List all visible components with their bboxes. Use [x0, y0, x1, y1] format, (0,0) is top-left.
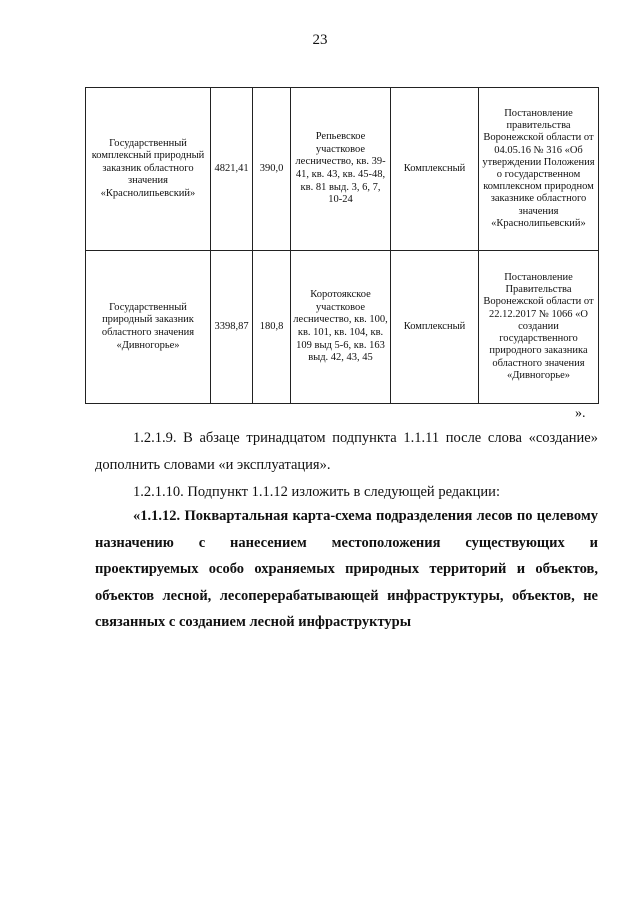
- decision-cell: Постановление Правительства Воронежской области от 22.12.2017 № 1066 «О создании государственного природного заказника областного значения «Дивногорье»: [479, 251, 599, 404]
- total-area-cell: 3398,87: [211, 251, 253, 404]
- paragraph-text: 1.2.1.10. Подпункт 1.1.12 изложить в следующей редакции:: [133, 484, 500, 500]
- table-row: [86, 251, 599, 404]
- paragraph-text: 1.2.1.9. В абзаце тринадцатом подпункта 1.1.11 после слова «создание» дополнить словами «и эксплуатация».: [95, 430, 598, 473]
- location-cell: Репьевское участковое лесничество, кв. 39-41, кв. 43, кв. 45-48, кв. 81 выд. 3, 6, 7, 10-24: [291, 88, 391, 251]
- forest-area-cell: 390,0: [253, 88, 291, 251]
- forest-area-cell: 180,8: [253, 251, 291, 404]
- table-row: [86, 88, 599, 251]
- table-closing-quote: ».: [575, 406, 586, 421]
- area-name-cell: Государственный природный заказник областного значения «Дивногорье»: [86, 251, 211, 404]
- profile-cell: Комплексный: [391, 251, 479, 404]
- paragraph-text: «1.1.12. Поквартальная карта-схема подразделения лесов по целевому назначению с нанесением местоположения существующих и проектируемых особо охраняемых природных территорий и объектов, объектов лесной, лесоперерабатывающей инфраструктуры, объектов, не связанных с созданием лесной инфраструктуры: [95, 508, 598, 630]
- paragraph-1-1-12-bold: [95, 503, 598, 636]
- total-area-cell: 4821,41: [211, 88, 253, 251]
- paragraph-1-2-1-10: [95, 479, 598, 506]
- protected-areas-table: [85, 87, 599, 404]
- paragraph-1-2-1-9: [95, 425, 598, 479]
- location-cell: Коротоякское участковое лесничество, кв. 100, кв. 101, кв. 104, кв. 109 выд 5-6, кв. 163 выд. 42, 43, 45: [291, 251, 391, 404]
- decision-cell: Постановление правительства Воронежской области от 04.05.16 № 316 «Об утверждении Положения о государственном комплексном природном заказнике областного значения «Краснолипьевский»: [479, 88, 599, 251]
- profile-cell: Комплексный: [391, 88, 479, 251]
- page-number: 23: [312, 32, 328, 48]
- area-name-cell: Государственный комплексный природный заказник областного значения «Краснолипьевский»: [86, 88, 211, 251]
